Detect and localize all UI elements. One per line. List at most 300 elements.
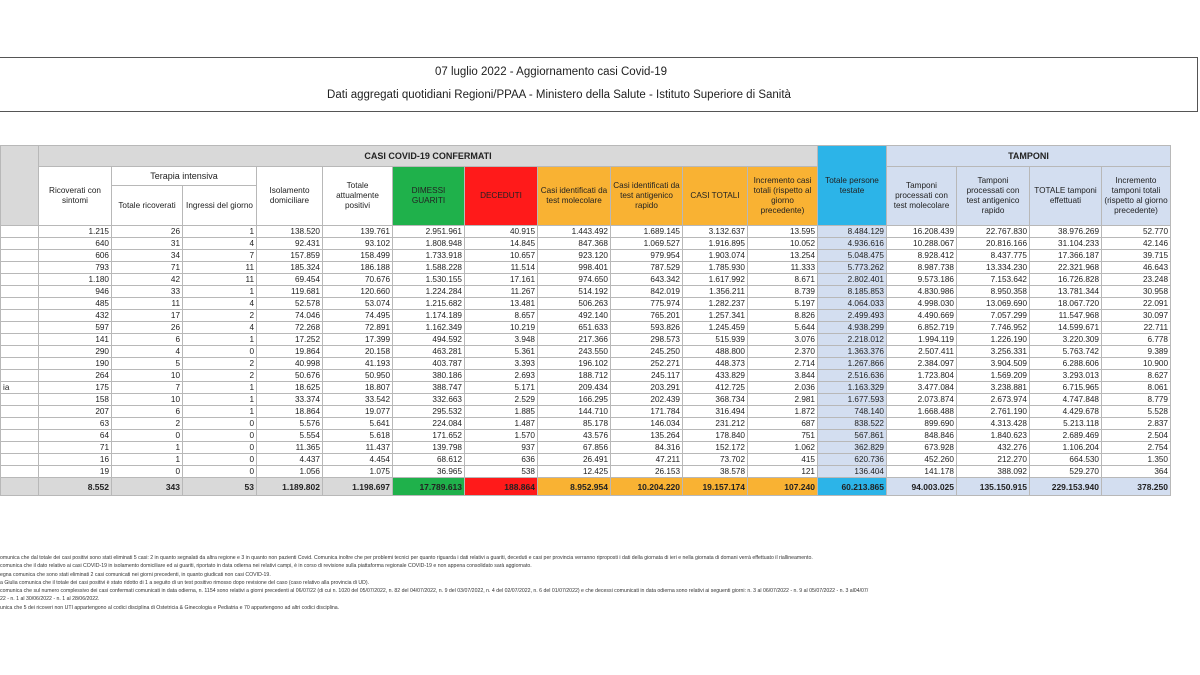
data-cell: 2.714: [748, 358, 818, 370]
covid-data-table: [0, 145, 1171, 496]
data-cell: 40.915: [465, 226, 538, 238]
footnote-line: a Giulia comunica che il totale dei casi positivi è stato ridotto di 1 a seguito di un test positivo rimosso dopo revisione del caso (caso relativo alla provincia di UD).: [0, 579, 370, 586]
data-cell: 1.224.284: [393, 286, 465, 298]
table-row: [1, 226, 1171, 238]
data-cell: 16.726.828: [1030, 274, 1102, 286]
data-cell: 332.663: [393, 394, 465, 406]
data-cell: 1.677.593: [818, 394, 887, 406]
data-cell: 11.267: [465, 286, 538, 298]
data-cell: 6.715.965: [1030, 382, 1102, 394]
data-cell: 10.052: [748, 238, 818, 250]
data-cell: 136.404: [818, 466, 887, 478]
casi-confermati-header: CASI COVID-19 CONFERMATI: [39, 146, 818, 167]
col-header-casi-totali: CASI TOTALI: [683, 167, 748, 226]
data-cell: 212.270: [957, 454, 1030, 466]
data-cell: 13.069.690: [957, 298, 1030, 310]
col-header-casi-molecolare: Casi identificati da test molecolare: [538, 167, 611, 226]
table-row: [1, 346, 1171, 358]
data-cell: 17.252: [257, 334, 323, 346]
data-cell: 141: [39, 334, 112, 346]
total-cell: 8.952.954: [538, 478, 611, 496]
data-cell: 3.220.309: [1030, 334, 1102, 346]
data-cell: 14.599.671: [1030, 322, 1102, 334]
data-cell: 34: [112, 250, 183, 262]
data-cell: 673.928: [887, 442, 957, 454]
col-header-totale-positivi: Totale attualmente positivi: [323, 167, 393, 226]
data-cell: 538: [465, 466, 538, 478]
terapia-intensiva-header: Terapia intensiva: [112, 167, 257, 186]
data-cell: 295.532: [393, 406, 465, 418]
data-cell: 33.542: [323, 394, 393, 406]
data-cell: 73.702: [683, 454, 748, 466]
region-cell: [1, 226, 39, 238]
data-cell: 196.102: [538, 358, 611, 370]
data-cell: 433.829: [683, 370, 748, 382]
data-cell: 11.365: [257, 442, 323, 454]
total-cell: 1.198.697: [323, 478, 393, 496]
data-cell: 2.754: [1102, 442, 1171, 454]
data-cell: 10.219: [465, 322, 538, 334]
data-cell: 243.550: [538, 346, 611, 358]
totals-label: [1, 478, 39, 496]
data-cell: 1.226.190: [957, 334, 1030, 346]
data-cell: 432: [39, 310, 112, 322]
col-header-tamponi-antigenico: Tamponi processati con test antigenico rapido: [957, 167, 1030, 226]
data-cell: 415: [748, 454, 818, 466]
data-cell: 5.618: [323, 430, 393, 442]
data-cell: 364: [1102, 466, 1171, 478]
data-cell: 640: [39, 238, 112, 250]
data-cell: 8.437.775: [957, 250, 1030, 262]
col-header-ingressi: Ingressi del giorno: [183, 186, 257, 226]
col-header-dimessi-guariti: DIMESSI GUARITI: [393, 167, 465, 226]
region-cell: [1, 394, 39, 406]
data-cell: 11.514: [465, 262, 538, 274]
data-cell: 1.733.918: [393, 250, 465, 262]
table-row: [1, 250, 1171, 262]
total-cell: 8.552: [39, 478, 112, 496]
data-cell: 10: [112, 394, 183, 406]
data-cell: 74.046: [257, 310, 323, 322]
data-cell: 11: [112, 298, 183, 310]
data-cell: 463.281: [393, 346, 465, 358]
data-cell: 20.158: [323, 346, 393, 358]
data-cell: 119.681: [257, 286, 323, 298]
data-cell: 10.288.067: [887, 238, 957, 250]
data-cell: 5.528: [1102, 406, 1171, 418]
data-cell: 492.140: [538, 310, 611, 322]
data-cell: 362.829: [818, 442, 887, 454]
data-cell: 388.092: [957, 466, 1030, 478]
data-cell: 1.282.237: [683, 298, 748, 310]
data-cell: 18.864: [257, 406, 323, 418]
data-cell: 1.487: [465, 418, 538, 430]
region-cell: ia: [1, 382, 39, 394]
data-cell: 488.800: [683, 346, 748, 358]
data-cell: 9.389: [1102, 346, 1171, 358]
data-cell: 380.186: [393, 370, 465, 382]
data-cell: 1.075: [323, 466, 393, 478]
data-cell: 4.429.678: [1030, 406, 1102, 418]
data-cell: 368.734: [683, 394, 748, 406]
region-cell: [1, 262, 39, 274]
data-cell: 793: [39, 262, 112, 274]
data-cell: 4: [183, 298, 257, 310]
col-header-tamponi-molecolare: Tamponi processati con test molecolare: [887, 167, 957, 226]
data-cell: 1.916.895: [683, 238, 748, 250]
data-cell: 765.201: [611, 310, 683, 322]
data-cell: 23.248: [1102, 274, 1171, 286]
data-cell: 231.212: [683, 418, 748, 430]
data-cell: 10.657: [465, 250, 538, 262]
table-row: [1, 442, 1171, 454]
data-cell: 7.153.642: [957, 274, 1030, 286]
data-cell: 1.363.376: [818, 346, 887, 358]
data-cell: 18.067.720: [1030, 298, 1102, 310]
data-cell: 1: [183, 382, 257, 394]
region-cell: [1, 418, 39, 430]
data-cell: 0: [183, 346, 257, 358]
data-cell: 64: [39, 430, 112, 442]
region-cell: [1, 334, 39, 346]
data-cell: 0: [183, 418, 257, 430]
data-cell: 53.074: [323, 298, 393, 310]
data-cell: 2.504: [1102, 430, 1171, 442]
table-row: [1, 274, 1171, 286]
data-cell: 1.588.228: [393, 262, 465, 274]
data-cell: 5.644: [748, 322, 818, 334]
data-cell: 11.437: [323, 442, 393, 454]
data-cell: 2: [183, 358, 257, 370]
total-cell: 135.150.915: [957, 478, 1030, 496]
data-cell: 412.725: [683, 382, 748, 394]
table-body: [1, 226, 1171, 478]
region-cell: [1, 430, 39, 442]
data-cell: 1.106.204: [1030, 442, 1102, 454]
data-cell: 11.333: [748, 262, 818, 274]
data-cell: 1.840.623: [957, 430, 1030, 442]
data-cell: 4.490.669: [887, 310, 957, 322]
region-cell: [1, 454, 39, 466]
total-cell: 188.864: [465, 478, 538, 496]
data-cell: 0: [183, 430, 257, 442]
data-cell: 1.257.341: [683, 310, 748, 322]
data-cell: 1.903.074: [683, 250, 748, 262]
data-cell: 8.185.853: [818, 286, 887, 298]
data-cell: 217.366: [538, 334, 611, 346]
data-cell: 1.785.930: [683, 262, 748, 274]
data-cell: 1.443.492: [538, 226, 611, 238]
data-cell: 141.178: [887, 466, 957, 478]
table-row: [1, 418, 1171, 430]
data-cell: 38.976.269: [1030, 226, 1102, 238]
total-cell: 17.789.613: [393, 478, 465, 496]
data-cell: 7: [183, 250, 257, 262]
total-cell: 1.189.802: [257, 478, 323, 496]
data-cell: 298.573: [611, 334, 683, 346]
report-title: 07 luglio 2022 - Aggiornamento casi Covid-19: [434, 66, 668, 78]
data-cell: 2.516.636: [818, 370, 887, 382]
data-cell: 998.401: [538, 262, 611, 274]
data-cell: 171.652: [393, 430, 465, 442]
data-cell: 6.288.606: [1030, 358, 1102, 370]
data-cell: 1.163.329: [818, 382, 887, 394]
data-cell: 4: [183, 238, 257, 250]
total-cell: 94.003.025: [887, 478, 957, 496]
region-cell: [1, 238, 39, 250]
total-cell: 343: [112, 478, 183, 496]
data-cell: 146.034: [611, 418, 683, 430]
region-cell: [1, 370, 39, 382]
data-cell: 144.710: [538, 406, 611, 418]
data-cell: 17.161: [465, 274, 538, 286]
data-cell: 6: [112, 334, 183, 346]
totals-row: [1, 478, 1171, 496]
data-cell: 43.576: [538, 430, 611, 442]
data-cell: 3.076: [748, 334, 818, 346]
data-cell: 22.091: [1102, 298, 1171, 310]
data-cell: 26.491: [538, 454, 611, 466]
data-cell: 2.499.493: [818, 310, 887, 322]
data-cell: 514.192: [538, 286, 611, 298]
data-cell: 485: [39, 298, 112, 310]
data-cell: 18.807: [323, 382, 393, 394]
region-cell: [1, 286, 39, 298]
data-cell: 2.036: [748, 382, 818, 394]
data-cell: 16.208.439: [887, 226, 957, 238]
table-row: [1, 286, 1171, 298]
col-header-deceduti: DECEDUTI: [465, 167, 538, 226]
region-cell: [1, 442, 39, 454]
table-row: [1, 238, 1171, 250]
data-cell: 14.845: [465, 238, 538, 250]
data-cell: 2.689.469: [1030, 430, 1102, 442]
data-cell: 1.872: [748, 406, 818, 418]
data-cell: 72.891: [323, 322, 393, 334]
data-cell: 203.291: [611, 382, 683, 394]
data-cell: 31: [112, 238, 183, 250]
data-cell: 33.374: [257, 394, 323, 406]
data-cell: 264: [39, 370, 112, 382]
data-cell: 8.928.412: [887, 250, 957, 262]
data-cell: 13.781.344: [1030, 286, 1102, 298]
data-cell: 1: [183, 286, 257, 298]
region-cell: [1, 322, 39, 334]
data-cell: 13.481: [465, 298, 538, 310]
data-cell: 71: [39, 442, 112, 454]
data-cell: 186.188: [323, 262, 393, 274]
data-cell: 42: [112, 274, 183, 286]
data-cell: 135.264: [611, 430, 683, 442]
data-cell: 636: [465, 454, 538, 466]
data-cell: 5.361: [465, 346, 538, 358]
data-cell: 8.826: [748, 310, 818, 322]
data-cell: 46.643: [1102, 262, 1171, 274]
col-header-ricoverati: Ricoverati con sintomi: [39, 167, 112, 226]
data-cell: 2.837: [1102, 418, 1171, 430]
data-cell: 2.761.190: [957, 406, 1030, 418]
data-cell: 1: [183, 334, 257, 346]
data-cell: 11: [183, 274, 257, 286]
data-cell: 8.987.738: [887, 262, 957, 274]
region-cell: [1, 466, 39, 478]
data-cell: 290: [39, 346, 112, 358]
data-cell: 6.852.719: [887, 322, 957, 334]
data-cell: 0: [183, 454, 257, 466]
data-cell: 775.974: [611, 298, 683, 310]
col-header-totale-persone-testate: Totale persone testate: [818, 146, 887, 226]
data-cell: 93.102: [323, 238, 393, 250]
data-cell: 4.938.299: [818, 322, 887, 334]
data-cell: 7.057.299: [957, 310, 1030, 322]
data-cell: 432.276: [957, 442, 1030, 454]
table-row: [1, 310, 1171, 322]
data-cell: 5.197: [748, 298, 818, 310]
data-cell: 5.171: [465, 382, 538, 394]
data-cell: 0: [183, 442, 257, 454]
data-cell: 152.172: [683, 442, 748, 454]
col-header-casi-antigenico: Casi identificati da test antigenico rapido: [611, 167, 683, 226]
data-cell: 13.254: [748, 250, 818, 262]
table-row: [1, 262, 1171, 274]
data-cell: 139.798: [393, 442, 465, 454]
data-cell: 1.668.488: [887, 406, 957, 418]
data-cell: 22.711: [1102, 322, 1171, 334]
data-cell: 139.761: [323, 226, 393, 238]
col-header-incremento-tamponi: Incremento tamponi totali (rispetto al giorno precedente): [1102, 167, 1171, 226]
data-cell: 85.178: [538, 418, 611, 430]
data-cell: 11.547.968: [1030, 310, 1102, 322]
region-header: [1, 146, 39, 226]
data-cell: 190: [39, 358, 112, 370]
data-cell: 7.746.952: [957, 322, 1030, 334]
data-cell: 171.784: [611, 406, 683, 418]
data-cell: 847.368: [538, 238, 611, 250]
data-cell: 1.069.527: [611, 238, 683, 250]
data-cell: 52.578: [257, 298, 323, 310]
total-cell: 229.153.940: [1030, 478, 1102, 496]
data-cell: 9.573.186: [887, 274, 957, 286]
data-cell: 5.641: [323, 418, 393, 430]
data-cell: 838.522: [818, 418, 887, 430]
data-cell: 11: [183, 262, 257, 274]
data-cell: 3.293.013: [1030, 370, 1102, 382]
data-cell: 12.425: [538, 466, 611, 478]
footnotes: [0, 554, 1200, 612]
data-cell: 178.840: [683, 430, 748, 442]
data-cell: 188.712: [538, 370, 611, 382]
data-cell: 1: [183, 394, 257, 406]
data-cell: 597: [39, 322, 112, 334]
data-cell: 748.140: [818, 406, 887, 418]
data-cell: 529.270: [1030, 466, 1102, 478]
data-cell: 18.625: [257, 382, 323, 394]
data-cell: 17.366.187: [1030, 250, 1102, 262]
data-cell: 8.950.358: [957, 286, 1030, 298]
data-cell: 158: [39, 394, 112, 406]
data-cell: 1.350: [1102, 454, 1171, 466]
data-cell: 4.454: [323, 454, 393, 466]
data-cell: 567.861: [818, 430, 887, 442]
total-cell: 19.157.174: [683, 478, 748, 496]
total-cell: 10.204.220: [611, 478, 683, 496]
data-cell: 4.830.986: [887, 286, 957, 298]
table-row: [1, 370, 1171, 382]
footnote-line: 22 - n. 1 al 30/06/2022 - n. 1 al 28/06/2022.: [0, 596, 100, 603]
data-cell: 157.859: [257, 250, 323, 262]
data-cell: 974.650: [538, 274, 611, 286]
table-row: [1, 382, 1171, 394]
data-cell: 16: [39, 454, 112, 466]
data-cell: 651.633: [538, 322, 611, 334]
data-cell: 2: [183, 370, 257, 382]
data-cell: 1.617.992: [683, 274, 748, 286]
data-cell: 120.660: [323, 286, 393, 298]
data-cell: 39.715: [1102, 250, 1171, 262]
data-cell: 22.321.968: [1030, 262, 1102, 274]
footnote-line: comunica che il dato relativo ai casi COVID-19 in isolamento domiciliare ed ai guariti, riportato in data odierna nei relativi campi, è in corso di revisione sulla piattaforma regionale COVID-19 e non appena consolidato sarà aggiornato.: [0, 563, 532, 570]
data-cell: 1.056: [257, 466, 323, 478]
data-cell: 70.676: [323, 274, 393, 286]
data-cell: 69.454: [257, 274, 323, 286]
data-cell: 68.612: [393, 454, 465, 466]
data-cell: 166.295: [538, 394, 611, 406]
data-cell: 5.763.742: [1030, 346, 1102, 358]
data-cell: 606: [39, 250, 112, 262]
data-cell: 17: [112, 310, 183, 322]
footnote-line: egna comunica che sono stati eliminati 2 casi comunicati nei giorni precedenti, in quanto giudicati non casi COVID-19.: [0, 571, 271, 578]
data-cell: 1.245.459: [683, 322, 748, 334]
data-cell: 593.826: [611, 322, 683, 334]
data-cell: 50.676: [257, 370, 323, 382]
data-cell: 2.981: [748, 394, 818, 406]
data-cell: 67.856: [538, 442, 611, 454]
data-cell: 41.193: [323, 358, 393, 370]
col-header-totale-tamponi: TOTALE tamponi effettuati: [1030, 167, 1102, 226]
footnote-line: unica che 5 dei ricoveri non UTI appartengono al codici disciplina di Ostetricia & Ginecologia e Pediatria e 70 appartengono ad altri codici disciplina.: [0, 604, 340, 611]
data-cell: 3.477.084: [887, 382, 957, 394]
data-cell: 6: [112, 406, 183, 418]
data-cell: 687: [748, 418, 818, 430]
data-cell: 0: [183, 466, 257, 478]
data-cell: 4.998.030: [887, 298, 957, 310]
data-cell: 252.271: [611, 358, 683, 370]
data-cell: 33: [112, 286, 183, 298]
data-cell: 8.739: [748, 286, 818, 298]
data-cell: 842.019: [611, 286, 683, 298]
data-cell: 1.215.682: [393, 298, 465, 310]
data-cell: 494.592: [393, 334, 465, 346]
data-cell: 8.061: [1102, 382, 1171, 394]
data-cell: 946: [39, 286, 112, 298]
data-cell: 8.627: [1102, 370, 1171, 382]
data-cell: 1.569.209: [957, 370, 1030, 382]
data-cell: 185.324: [257, 262, 323, 274]
data-cell: 3.132.637: [683, 226, 748, 238]
data-cell: 2: [112, 418, 183, 430]
table-row: [1, 430, 1171, 442]
data-cell: 923.120: [538, 250, 611, 262]
col-header-isolamento: Isolamento domiciliare: [257, 167, 323, 226]
data-cell: 751: [748, 430, 818, 442]
data-cell: 19.864: [257, 346, 323, 358]
data-cell: 13.334.230: [957, 262, 1030, 274]
data-cell: 1.570: [465, 430, 538, 442]
data-cell: 1.808.948: [393, 238, 465, 250]
data-cell: 10: [112, 370, 183, 382]
table-row: [1, 466, 1171, 478]
region-cell: [1, 406, 39, 418]
